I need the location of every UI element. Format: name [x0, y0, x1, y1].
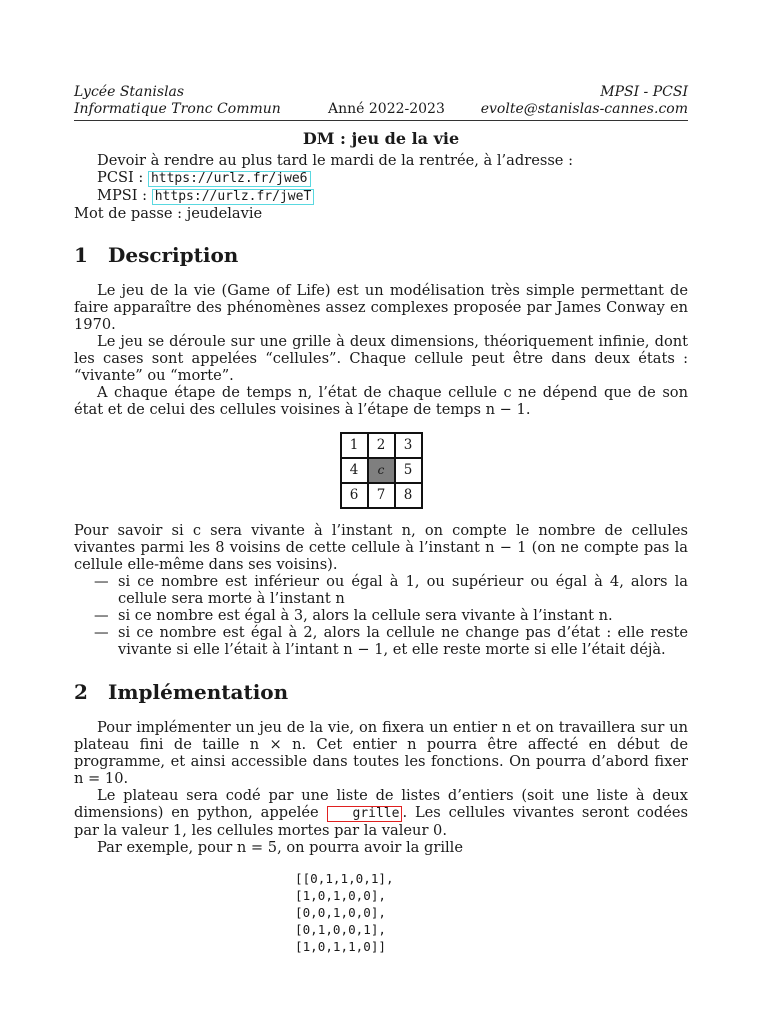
- password-text: Mot de passe : jeudelavie: [74, 205, 263, 222]
- deadline-text: Devoir à rendre au plus tard le mardi de la rentrée, à l’adresse :: [97, 152, 573, 169]
- paragraph-2-start: Le plateau sera codé par une liste de listes d’entiers (soit une liste à deux dimensions) en python, appelée: [74, 787, 688, 821]
- section-2-title: Implémentation: [108, 680, 289, 704]
- neighbor-cell: 3: [395, 433, 422, 458]
- code-line: [1,0,1,0,0],: [295, 888, 386, 903]
- code-line: [0,0,1,0,0],: [295, 905, 386, 920]
- mpsi-line: [97, 187, 688, 205]
- school-year: Anné 2022-2023: [328, 101, 445, 117]
- document-title: DM : jeu de la vie: [302, 129, 460, 148]
- section-1-paragraph-4: Pour savoir si c sera vivante à l’instant n, on compte le nombre de cellules vivantes parmi les 8 voisins de cette cellule à l’instant n − 1 (on ne compte pas la cellule elle-même dans ses voisins).: [74, 522, 688, 573]
- neighbor-cell: 8: [395, 483, 422, 508]
- section-1-paragraph-3: A chaque étape de temps n, l’état de chaque cellule c ne dépend que de son état et de celui des cellules voisines à l’étape de temps n − 1.: [74, 384, 688, 418]
- neighbor-cell: 5: [395, 458, 422, 483]
- section-2-heading: [74, 677, 688, 707]
- section-1-title: Description: [108, 243, 239, 267]
- neighbor-cell: 6: [341, 483, 368, 508]
- section-2-paragraph-2: [74, 787, 688, 839]
- class-names: MPSI - PCSI: [600, 84, 688, 100]
- rule-item: — si ce nombre est égal à 2, alors la cellule ne change pas d’état : elle reste vivante si elle l’était à l’intant n − 1, et elle reste morte si elle l’était déjà.: [118, 624, 688, 658]
- page-header: [74, 84, 688, 120]
- grille-code-ref[interactable]: grille: [327, 806, 403, 822]
- pcsi-link[interactable]: https://urlz.fr/jwe6: [148, 171, 311, 187]
- mpsi-link[interactable]: https://urlz.fr/jweT: [152, 189, 315, 205]
- school-name: Lycée Stanislas: [74, 84, 185, 100]
- mpsi-label: MPSI :: [97, 187, 148, 204]
- section-1-paragraph-2: Le jeu se déroule sur une grille à deux dimensions, théoriquement infinie, dont les cases sont appelées “cellules”. Chaque cellule peut être dans deux états : “vivante” ou “morte”.: [74, 333, 688, 384]
- neighbor-cell: 2: [368, 433, 395, 458]
- pcsi-line: [97, 169, 688, 187]
- center-cell: c: [368, 458, 395, 483]
- code-line: [0,1,0,0,1],: [295, 922, 386, 937]
- code-line: [[0,1,1,0,1],: [295, 871, 394, 886]
- neighbor-grid: [340, 432, 423, 509]
- code-line: [1,0,1,1,0]]: [295, 939, 386, 954]
- section-2-paragraph-3: Par exemple, pour n = 5, on pourra avoir la grille: [97, 839, 463, 856]
- neighbor-cell: 4: [341, 458, 368, 483]
- neighbor-grid-figure: [74, 432, 688, 509]
- neighbor-cell: 1: [341, 433, 368, 458]
- rule-item: — si ce nombre est égal à 3, alors la cellule sera vivante à l’instant n.: [118, 607, 688, 624]
- section-2-paragraph-1: Pour implémenter un jeu de la vie, on fixera un entier n et on travaillera sur un plateau fini de taille n × n. Cet entier n pourra être affecté en début de programme, et ainsi accessible dans toutes les fonctions. On pourra d’abord fixer n = 10.: [74, 719, 688, 787]
- example-grid-code: [295, 870, 688, 955]
- neighbor-cell: 7: [368, 483, 395, 508]
- teacher-email[interactable]: evolte@stanislas-cannes.com: [480, 101, 688, 117]
- document-page: [74, 84, 688, 955]
- section-2-number: 2: [74, 680, 88, 704]
- section-1-number: 1: [74, 243, 88, 267]
- section-1-paragraph-1: Le jeu de la vie (Game of Life) est un modélisation très simple permettant de faire apparaître des phénomènes assez complexes proposée par James Conway en 1970.: [74, 282, 688, 333]
- pcsi-label: PCSI :: [97, 169, 144, 186]
- header-rule: [74, 120, 688, 121]
- rules-list: [74, 573, 688, 658]
- course-name: Informatique Tronc Commun: [74, 101, 281, 117]
- section-1-heading: [74, 240, 688, 270]
- paragraph-2-end: . Les cellules vivantes seront codées par la valeur 1, les cellules mortes par la valeur 0.: [74, 804, 688, 839]
- rule-item: — si ce nombre est inférieur ou égal à 1, ou supérieur ou égal à 4, alors la cellule sera morte à l’instant n: [118, 573, 688, 607]
